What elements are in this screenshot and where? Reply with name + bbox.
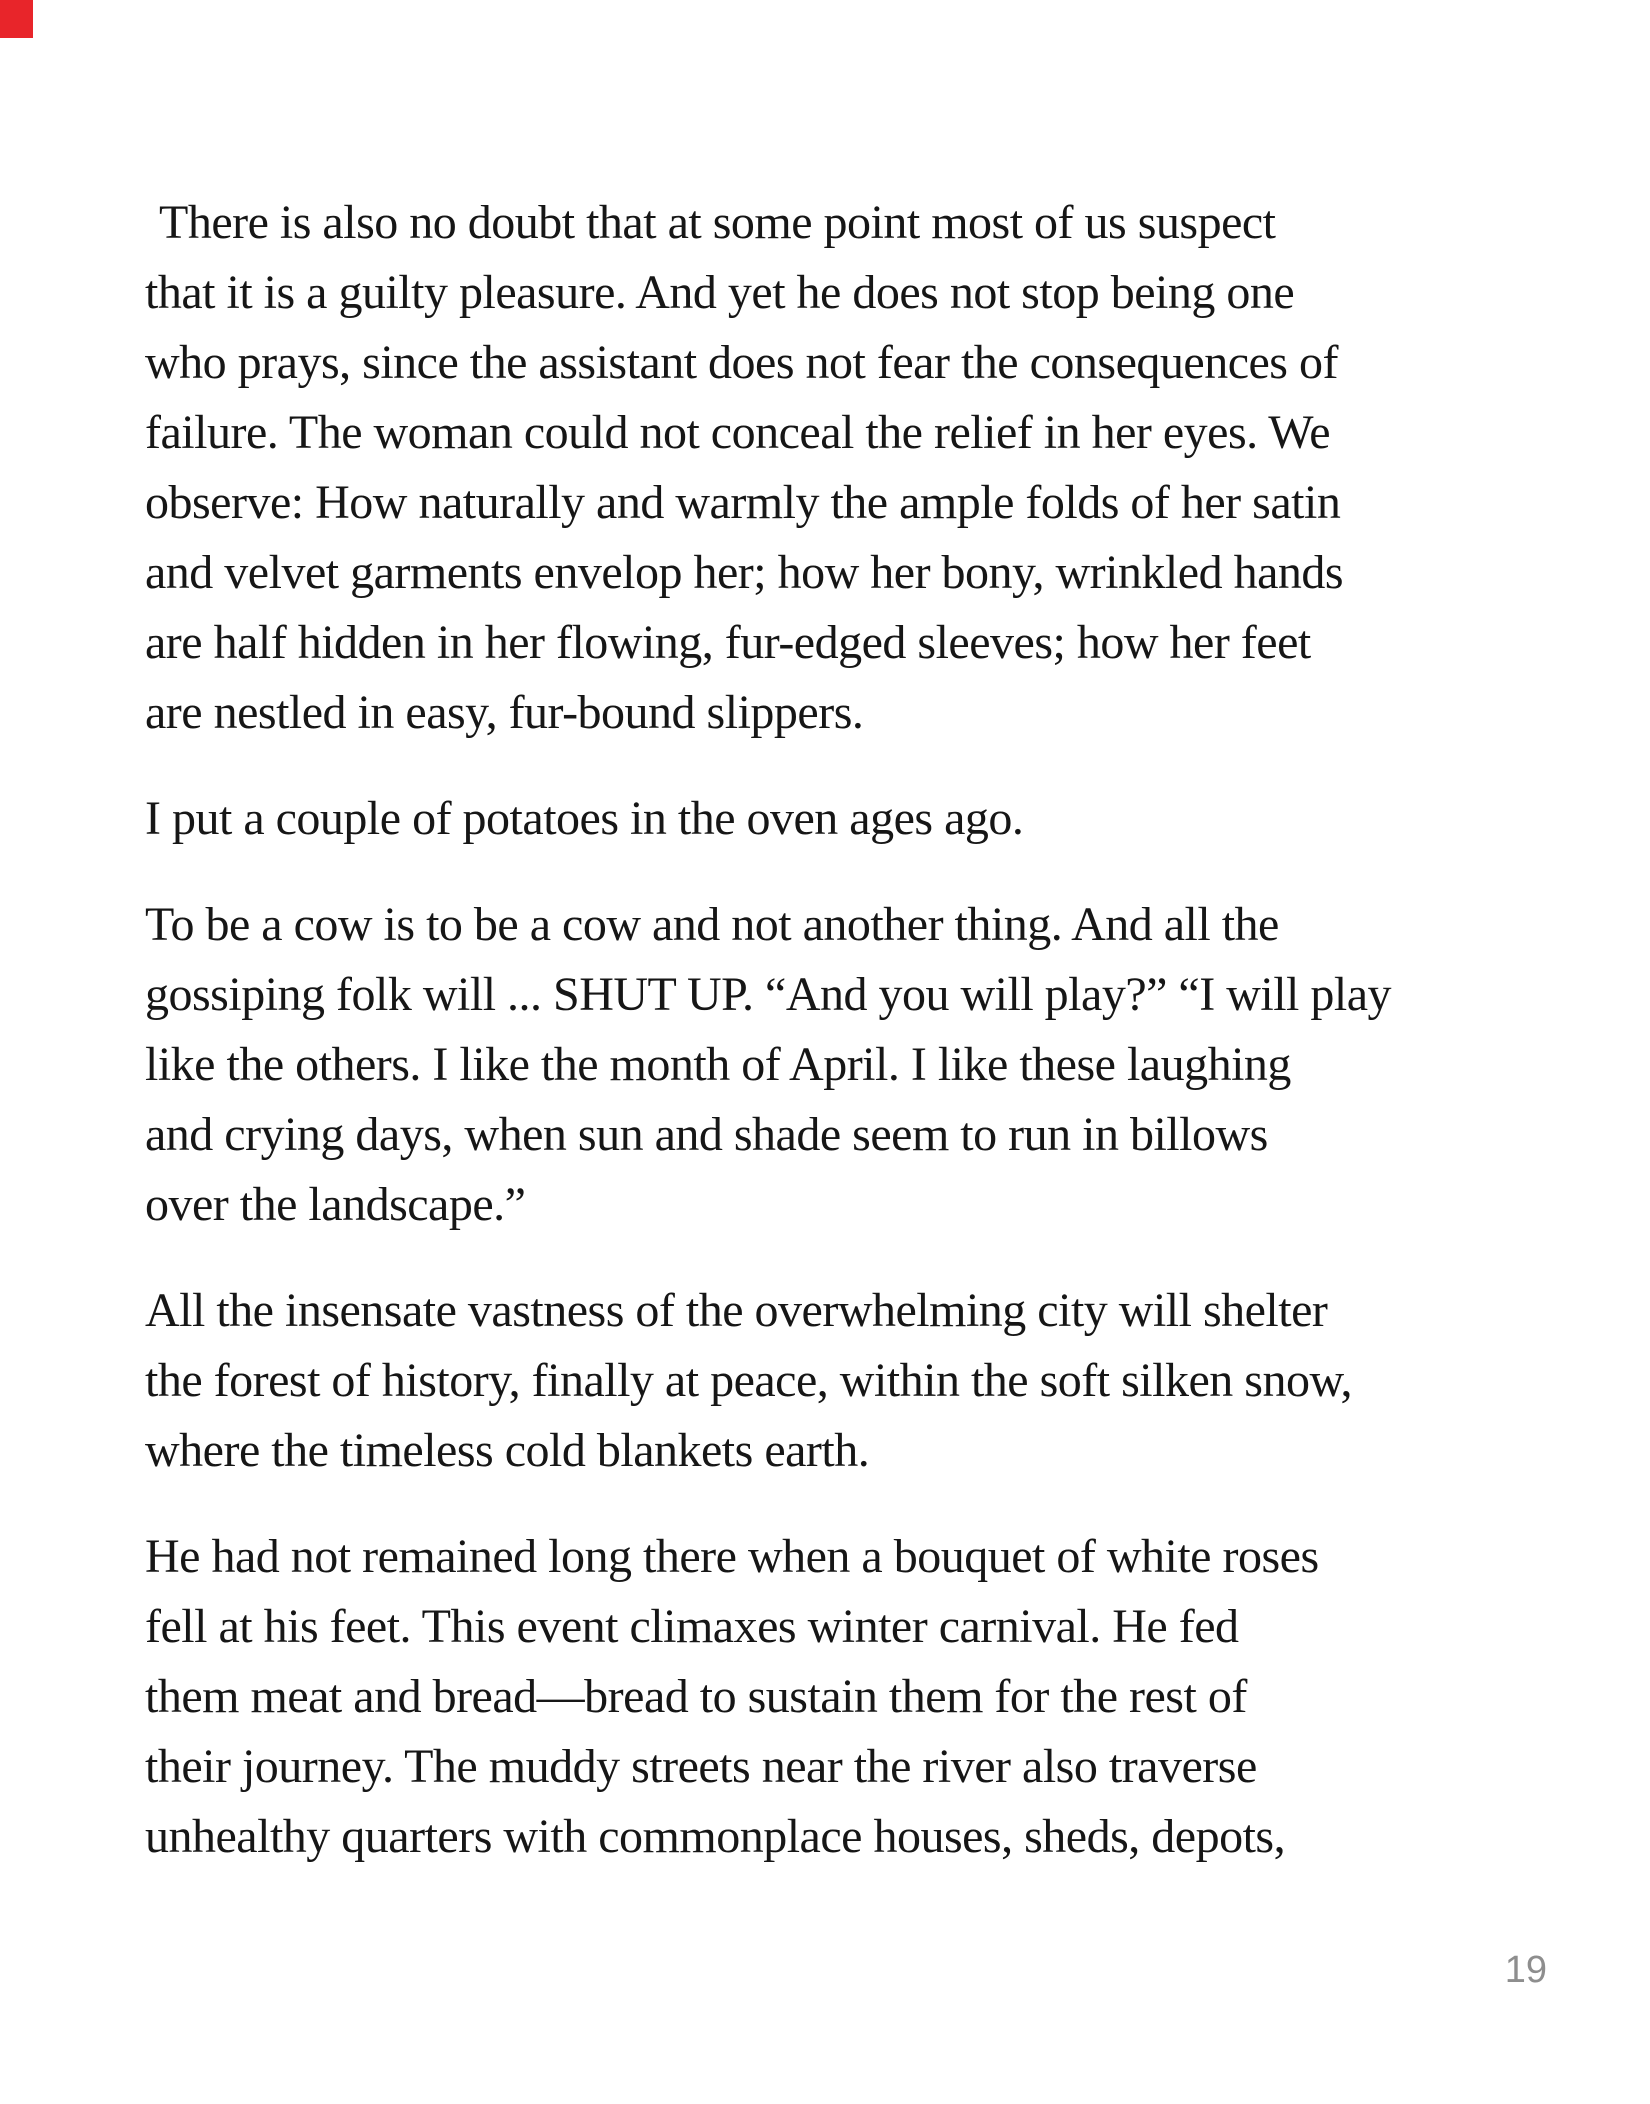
text-line: He had not remained long there when a bouquet of white roses — [145, 1530, 1319, 1583]
text-line: who prays, since the assistant does not fear the consequences of — [145, 336, 1338, 389]
text-line: them meat and bread—bread to sustain them for the rest of — [145, 1670, 1247, 1723]
text-line: the forest of history, finally at peace, within the soft silken snow, — [145, 1354, 1352, 1407]
text-line: failure. The woman could not conceal the relief in her eyes. We — [145, 406, 1331, 459]
text-line: observe: How naturally and warmly the ample folds of her satin — [145, 476, 1341, 529]
text-line: To be a cow is to be a cow and not another thing. And all the — [145, 898, 1279, 951]
text-line: unhealthy quarters with commonplace houses, sheds, depots, — [145, 1810, 1286, 1863]
text-line: are half hidden in her flowing, fur-edged sleeves; how her feet — [145, 616, 1311, 669]
text-line: their journey. The muddy streets near the river also traverse — [145, 1740, 1257, 1793]
text-line: gossiping folk will ... SHUT UP. “And you will play?” “I will play — [145, 968, 1392, 1021]
text-line: fell at his feet. This event climaxes winter carnival. He fed — [145, 1600, 1239, 1653]
text-line: and velvet garments envelop her; how her bony, wrinkled hands — [145, 546, 1344, 599]
paragraph — [145, 1522, 1545, 1872]
text-line: that it is a guilty pleasure. And yet he does not stop being one — [145, 266, 1295, 319]
text-line: where the timeless cold blankets earth. — [145, 1424, 870, 1477]
paragraph — [145, 1276, 1545, 1486]
text-line: and crying days, when sun and shade seem to run in billows — [145, 1108, 1268, 1161]
text-line: I put a couple of potatoes in the oven ages ago. — [145, 792, 1024, 845]
text-line: There is also no doubt that at some point most of us suspect — [159, 196, 1276, 249]
text-line: over the landscape.” — [145, 1178, 526, 1231]
text-line: All the insensate vastness of the overwhelming city will shelter — [145, 1284, 1328, 1337]
red-corner-marker — [0, 0, 33, 38]
paragraph — [145, 188, 1545, 748]
body-text — [145, 188, 1545, 1908]
page-number: 19 — [1504, 1949, 1547, 1991]
text-line: like the others. I like the month of April. I like these laughing — [145, 1038, 1291, 1091]
paragraph — [145, 890, 1545, 1240]
paragraph — [145, 784, 1545, 854]
text-line: are nestled in easy, fur-bound slippers. — [145, 686, 864, 739]
